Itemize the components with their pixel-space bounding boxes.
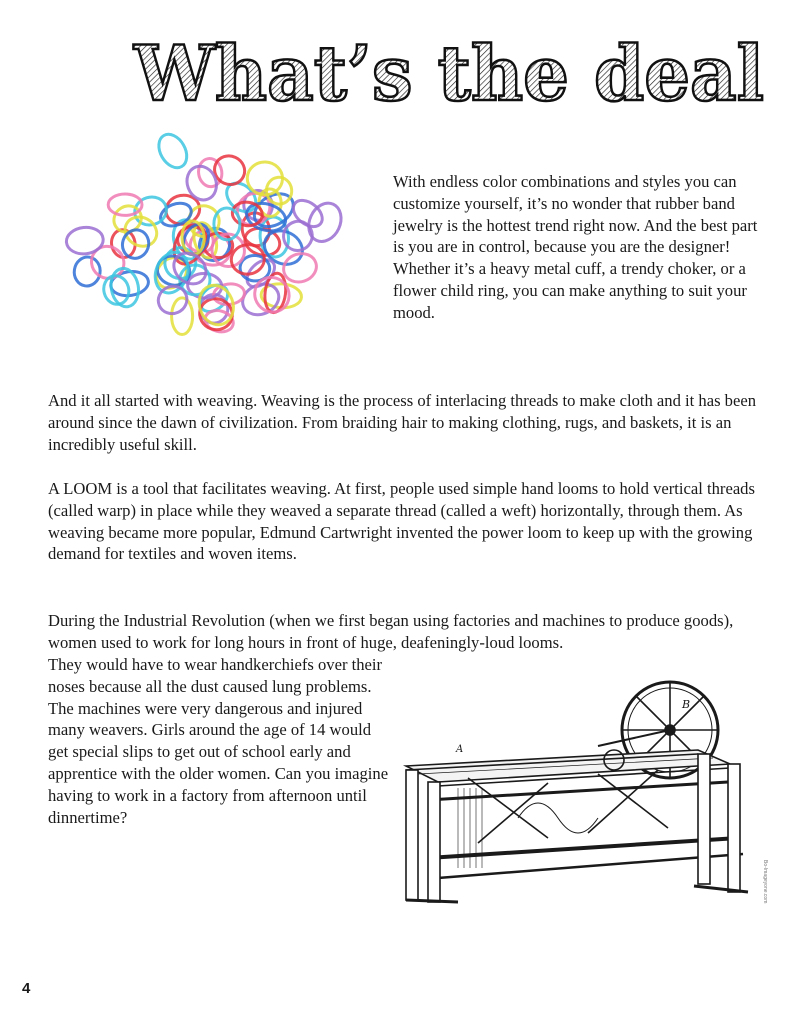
rubber-band bbox=[153, 129, 192, 172]
weaving-paragraph: And it all started with weaving. Weaving is the process of interlacing threads to make cloth and it has been around since the dawn of civilization. From braiding hair to making clothing, rugs, and baskets, it is an incredibly useful skill. bbox=[48, 391, 757, 454]
page-title-text: What’s the deal bbox=[133, 29, 764, 118]
loom-label-a: A bbox=[456, 744, 464, 755]
rubber-band bbox=[288, 195, 327, 232]
image-credit: Bo-Imageyone.com bbox=[762, 860, 768, 904]
loom-graphic bbox=[398, 678, 783, 910]
page-title bbox=[130, 22, 770, 122]
rubber-band bbox=[65, 226, 104, 256]
loom-frame bbox=[406, 730, 748, 902]
rubber-band bbox=[72, 255, 102, 288]
loom-paragraph: A LOOM is a tool that facilitates weaving. At first, people used simple hand looms to hold vertical threads (called warp) in place while they weaved a separate thread (called a weft) horizontally, through them. As weaving became more popular, Edmund Cartwright invented the power loom to keep up with the growing demand for textiles and woven items. bbox=[48, 479, 755, 564]
industrial-paragraph-continued: They would have to wear handkerchiefs over their noses because all the dust caused lung problems. The machines were very dangerous and injured many weavers. Girls around the age of 14 would get special slips to get out of school early and apprentice with the older women. Can you imagine having to work in a factory from afternoon until dinnertime? bbox=[48, 655, 389, 827]
rubber-bands-graphic bbox=[55, 120, 365, 370]
spinning-loom-illustration bbox=[398, 678, 783, 910]
industrial-paragraph: During the Industrial Revolution (when we first began using factories and machines to produce goods), women used to work for long hours in front of huge, deafeningly-loud looms. bbox=[48, 611, 734, 652]
loom-label-b: B bbox=[682, 698, 691, 711]
rubber-band bbox=[265, 176, 293, 205]
rubber-band bbox=[303, 198, 347, 247]
intro-paragraph: With endless color combinations and styles you can customize yourself, it’s no wonder that rubber band jewelry is the hottest trend right now. And the best part is you are in control, because you are the designer! Whether it’s a heavy metal cuff, a trendy choker, or a flower child ring, you can make anything to suit your mood. bbox=[393, 172, 758, 322]
page-title-graphic bbox=[130, 22, 770, 122]
rubber-bands-image bbox=[55, 120, 365, 370]
page-number: 4 bbox=[22, 980, 31, 997]
rubber-band bbox=[172, 298, 193, 335]
